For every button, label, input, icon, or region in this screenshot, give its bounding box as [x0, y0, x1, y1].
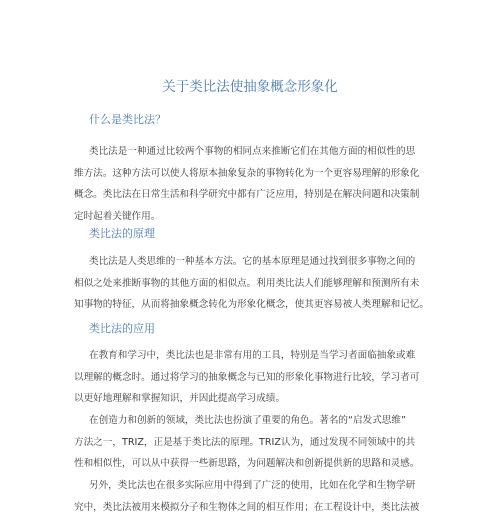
article-title: 关于类比法使抽象概念形象化: [162, 79, 338, 95]
paragraph-practical: [74, 475, 434, 517]
paragraph-line: 方法之一，TRIZ，正是基于类比法的原理。TRIZ认为，通过发现不同领域中的共: [74, 436, 416, 448]
paragraph-line: 究中，类比法被用来模拟分子和生物体之间的相互作用；在工程设计中，类比法被: [74, 501, 420, 513]
paragraph-line: 在教育和学习中，类比法也是非常有用的工具，特别是当学习者面临抽象或难: [89, 350, 416, 361]
paragraph-creativity: [74, 410, 434, 475]
paragraph-line: 概念。类比法在日常生活和科学研究中都有广泛应用，特别是在解决问题和决策制: [74, 189, 420, 201]
paragraph-line: 在创造力和创新的领域，类比法也扮演了重要的角色。著名的“启发式思维”: [89, 415, 406, 426]
section-heading-what-is: 什么是类比法？: [89, 113, 166, 126]
paragraph-line: 类比法是人类思维的一种基本方法。它的基本原理是通过找到很多事物之间的: [89, 256, 416, 267]
paragraph-line: 以更好地理解和掌握知识，并因此提高学习成绩。: [74, 393, 286, 405]
paragraph-definition: [74, 141, 434, 228]
paragraph-line: 以理解的概念时。通过将学习的抽象概念与已知的形象化事物进行比较，学习者可: [74, 371, 420, 383]
paragraph-line: 维方法。这种方法可以使人将原本抽象复杂的事物转化为一个更容易理解的形象化: [74, 167, 420, 179]
paragraph-principle: [74, 251, 434, 316]
paragraph-line: 知事物的特征，从而将抽象概念转化为形象化概念，使其更容易被人类理解和记忆。: [74, 299, 429, 311]
paragraph-education: [74, 345, 434, 410]
paragraph-line: 相似之处来推断事物的其他方面的相似点。利用类比法人们能够理解和预测所有未: [74, 277, 420, 289]
paragraph-line: 类比法是一种通过比较两个事物的相同点来推断它们在其他方面的相似性的思: [89, 146, 416, 157]
paragraph-line: 性和相似性，可以从中获得一些新思路，为问题解决和创新提供新的思路和灵感。: [74, 458, 420, 470]
section-heading-application: 类比法的应用: [89, 322, 155, 335]
section-heading-principle: 类比法的原理: [89, 227, 155, 240]
paragraph-line: 另外，类比法也在很多实际应用中得到了广泛的使用，比如在化学和生物学研: [89, 480, 416, 491]
paragraph-line: 定时起着关键作用。: [74, 211, 161, 223]
